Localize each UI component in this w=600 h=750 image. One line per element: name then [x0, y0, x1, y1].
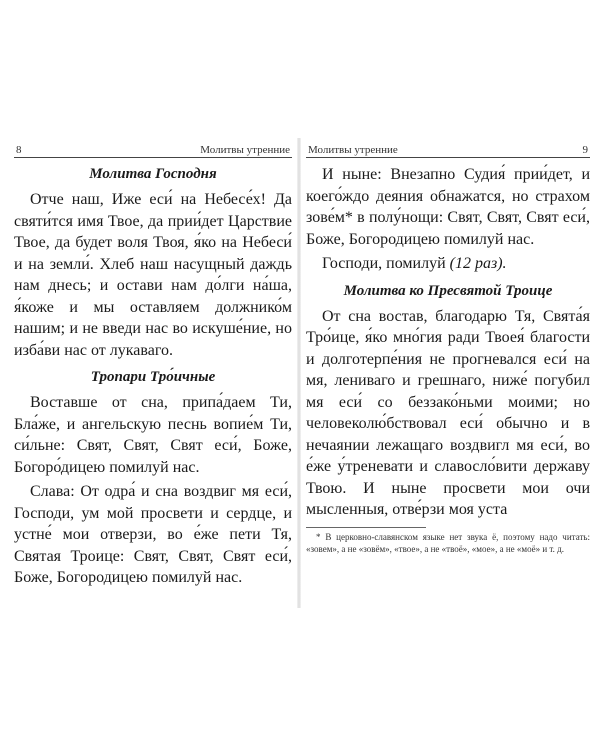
lords-prayer-text: Отче наш, Иже еси́ на Небесе́х! Да святи́тся имя Твое, да прии́дет Царствие Твое, да будет воля Твоя, я́ко на Небеси́ и на земли́. Хлеб наш насущный даждь нам днесь; и остави нам до́лги на́ша, я́коже и мы оставляем должнико́м нашим; и не введи нас во искуше́ние, но изба́ви нас от лукаваго. [14, 191, 292, 359]
right-running-title: Молитвы утренние [308, 144, 398, 156]
lord-have-mercy-line [306, 253, 590, 275]
right-page-number: 9 [582, 144, 588, 156]
left-page [14, 142, 292, 602]
heading-trinity-troparia: Тропари Тро́ичные [90, 369, 216, 385]
left-running-title: Молитвы утренние [200, 144, 290, 156]
prayer-to-trinity-text: От сна востав, благодарю Тя, Свята́я Тро́ице, я́ко мно́гия ради Твоея́ благости и долготерпе́ния не прогневался еси́ на мя, лениваго и грешнаго, ниже́ погубил мя еси́ со беззако́ньми моими; но человеколю́бствовал еси́ обычно и в нечаянии лежащаго воздвигл мя еси́, во е́же у́треневати и славосло́вити державу Твою. И ныне просвети мои очи мысленныя, отве́рзи моя уста [306, 307, 590, 518]
right-running-head [306, 142, 590, 158]
troparion-2-text: Слава: От одра́ и сна воздвиг мя еси́, Господи, ум мой просвети и сердце, и устне́ мои отверзи, во е́же пети Тя, Святая Троице: Свят, Свят, Свят еси́, Боже, Богородицею помилуй нас. [14, 483, 292, 586]
left-running-head [14, 142, 292, 158]
troparion-3-text: И ныне: Внезапно Судия́ прии́дет, и коего́ждо деяния обнажатся, но страхом зове́м* в полу́нощи: Свят, Свят, Свят еси́, Боже, Богородицею помилуй нас. [306, 166, 590, 248]
left-page-number: 8 [16, 144, 22, 156]
heading-lords-prayer: Молитва Господня [89, 166, 217, 182]
footnote-rule [306, 527, 426, 528]
lord-have-mercy-text: Господи, помилуй [322, 255, 450, 272]
repeat-rubric: (12 раз). [449, 255, 507, 272]
troparion-1-text: Воставше от сна, припа́даем Ти, Бла́же, и ангельскую песнь вопие́м Ти, си́льне: Свят, Свят, Свят еси́, Боже, Богоро́дицею помилуй нас. [14, 394, 292, 476]
heading-prayer-to-trinity: Молитва ко Пресвятой Троице [343, 282, 553, 299]
book-gutter [297, 138, 301, 608]
right-page [306, 142, 590, 602]
footnote: * В церковно-славянском языке нет звука ё, поэтому надо читать: «зовем», а не «зовём», «твое», а не «твоё», «мое», а не «моё» и т. д. [306, 531, 590, 554]
